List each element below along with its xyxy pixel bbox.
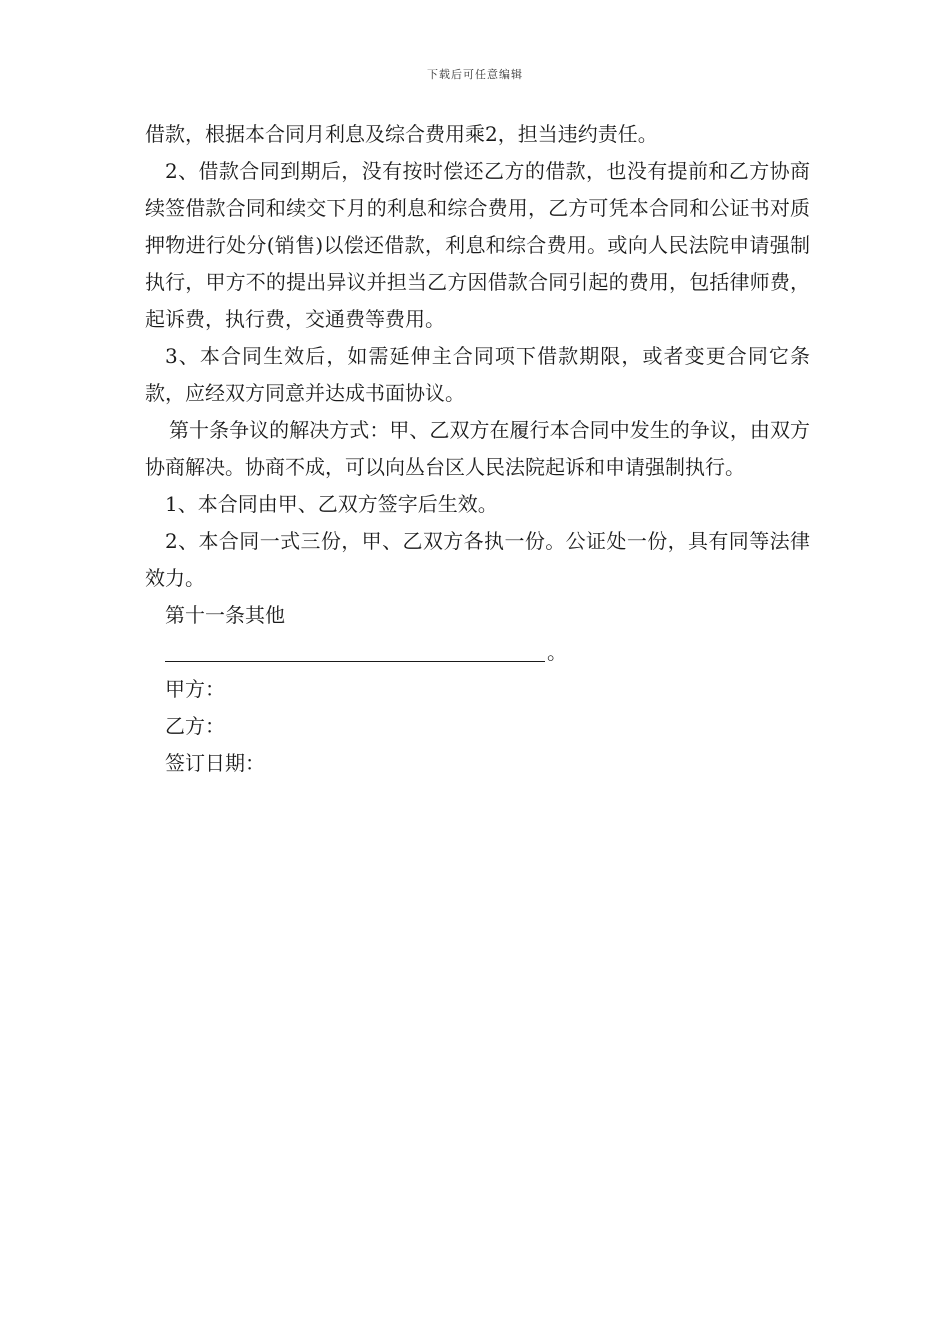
paragraph-article-11: 第十一条其他 (165, 603, 285, 627)
paragraph-article-10: 第十条争议的解决方式：甲、乙双方在履行本合同中发生的争议，由双方协商解决。协商不成，可以向丛台区人民法院起诉和申请强制执行。 (145, 418, 810, 479)
paragraph-penalty: 借款，根据本合同月利息及综合费用乘2，担当违约责任。 (145, 122, 658, 146)
document-body (145, 116, 810, 782)
party-b-label: 乙方： (165, 714, 225, 738)
blank-underline (165, 661, 545, 662)
paragraph-effective: 1、本合同由甲、乙双方签字后生效。 (165, 492, 498, 516)
paragraph-copies: 2、本合同一式三份，甲、乙双方各执一份。公证处一份，具有同等法律效力。 (145, 529, 810, 590)
header-note: 下载后可任意编辑 (427, 68, 523, 81)
blank-period: 。 (547, 640, 567, 664)
party-a-label: 甲方： (165, 677, 225, 701)
fill-in-blank (145, 634, 810, 671)
sign-date-label: 签订日期： (165, 751, 265, 775)
paragraph-clause-2: 2、借款合同到期后，没有按时偿还乙方的借款，也没有提前和乙方协商续签借款合同和续交下月的利息和综合费用，乙方可凭本合同和公证书对质押物进行处分(销售)以偿还借款，利息和综合费用。或向人民法院申请强制执行，甲方不的提出异议并担当乙方因借款合同引起的费用，包括律师费，起诉费，执行费，交通费等费用。 (145, 159, 810, 331)
paragraph-clause-3: 3、本合同生效后，如需延伸主合同项下借款期限，或者变更合同它条款，应经双方同意并达成书面协议。 (145, 344, 810, 405)
